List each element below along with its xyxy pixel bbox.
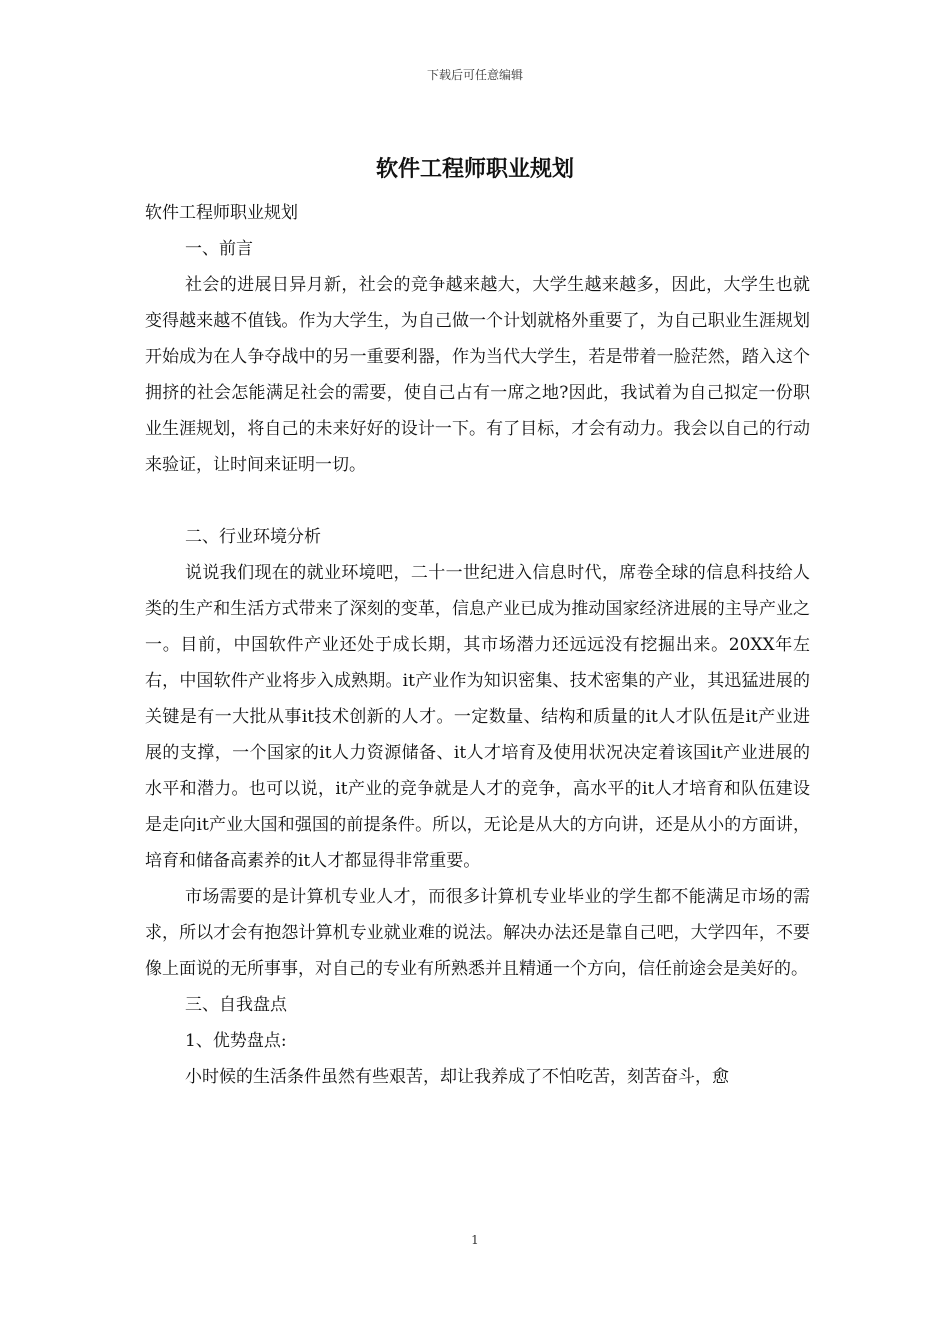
- page-header: 下载后可任意编辑: [426, 68, 523, 82]
- subheading-strengths: 1、优势盘点:: [185, 1031, 287, 1051]
- document-subtitle: 软件工程师职业规划: [145, 203, 298, 223]
- paragraph-industry-1: 说说我们现在的就业环境吧，二十一世纪进入信息时代，席卷全球的信息科技给人类的生产和生活方式带来了深刻的变革，信息产业已成为推动国家经济进展的主导产业之一。目前，中国软件产业还处于成长期，其市场潜力还远远没有挖掘出来。20XX年左右，中国软件产业将步入成熟期。it产业作为知识密集、技术密集的产业，其迅猛进展的关键是有一大批从事it技术创新的人才。一定数量、结构和质量的it人才队伍是it产业进展的支撑，一个国家的it人力资源储备、it人才培育及使用状况决定着该国it产业进展的水平和潜力。也可以说，it产业的竞争就是人才的竞争，高水平的it人才培育和队伍建设是走向it产业大国和强国的前提条件。所以，无论是从大的方向讲，还是从小的方面讲，培育和储备高素养的it人才都显得非常重要。: [145, 563, 810, 871]
- page-number: 1: [471, 1233, 479, 1247]
- paragraph-preface: 社会的进展日异月新，社会的竞争越来越大，大学生越来越多，因此，大学生也就变得越来越不值钱。作为大学生，为自己做一个计划就格外重要了，为自己职业生涯规划开始成为在人争夺战中的另一重要利器，作为当代大学生，若是带着一脸茫然，踏入这个拥挤的社会怎能满足社会的需要，使自己占有一席之地?因此，我试着为自己拟定一份职业生涯规划，将自己的未来好好的设计一下。有了目标，才会有动力。我会以自己的行动来验证，让时间来证明一切。: [145, 275, 810, 475]
- blank-line: [145, 483, 810, 519]
- paragraph-industry-2: 市场需要的是计算机专业人才，而很多计算机专业毕业的学生都不能满足市场的需求，所以才会有抱怨计算机专业就业难的说法。解决办法还是靠自己吧，大学四年，不要像上面说的无所事事，对自己的专业有所熟悉并且精通一个方向，信任前途会是美好的。: [145, 887, 810, 979]
- document-body: [145, 195, 810, 1095]
- paragraph-strengths: 小时候的生活条件虽然有些艰苦，却让我养成了不怕吃苦，刻苦奋斗，愈: [185, 1067, 729, 1087]
- section-heading-2: 二、行业环境分析: [185, 527, 321, 547]
- document-title: 软件工程师职业规划: [375, 156, 574, 182]
- section-heading-1: 一、前言: [185, 239, 253, 259]
- section-heading-3: 三、自我盘点: [185, 995, 287, 1015]
